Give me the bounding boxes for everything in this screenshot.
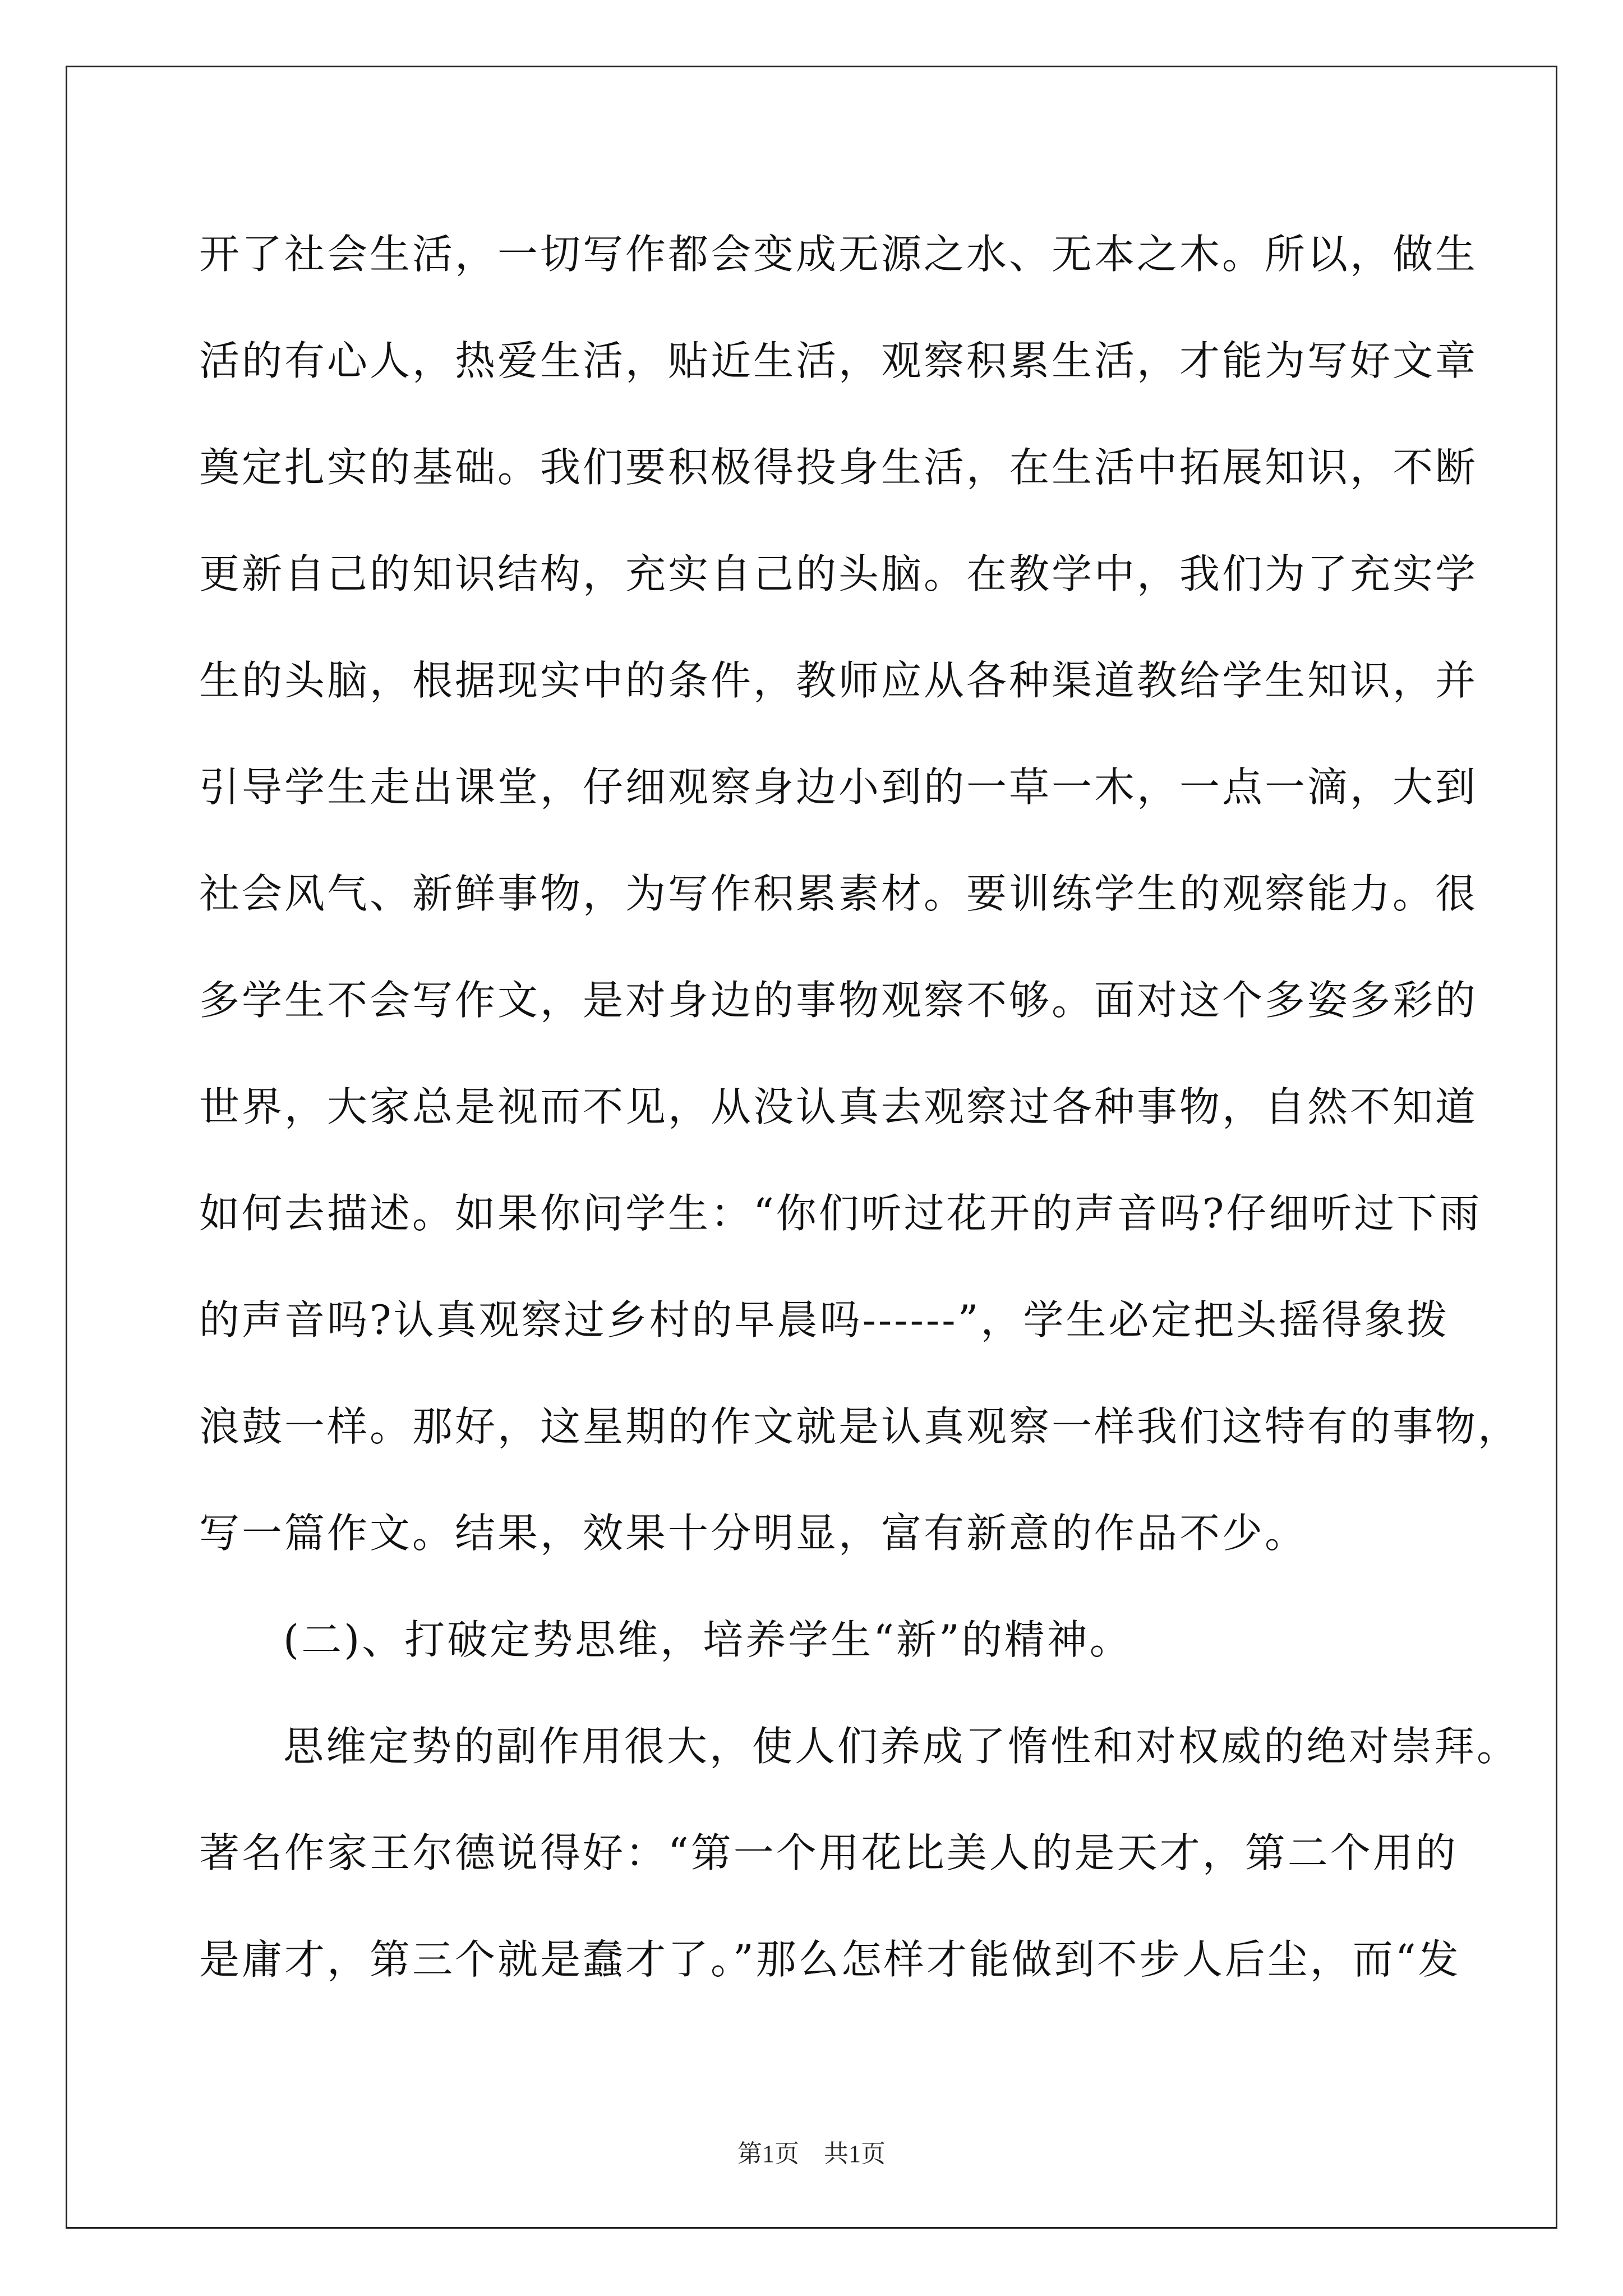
text-line: 社会风气、新鲜事物，为写作积累素材。要训练学生的观察能力。很: [199, 870, 1478, 917]
page-number: 第1页 共1页: [737, 2140, 886, 2168]
text-line: 思维定势的副作用很大，使人们养成了惰性和对权威的绝对崇拜。: [283, 1723, 1520, 1770]
text-line: 奠定扎实的基础。我们要积极得投身生活，在生活中拓展知识，不断: [199, 444, 1478, 491]
text-line: 世界，大家总是视而不见，从没认真去观察过各种事物，自然不知道: [199, 1083, 1478, 1130]
text-line: 如何去描述。如果你问学生：“你们听过花开的声音吗?仔细听过下雨: [199, 1190, 1482, 1237]
text-line: 更新自己的知识结构，充实自己的头脑。在教学中，我们为了充实学: [199, 550, 1478, 597]
text-line: 引导学生走出课堂，仔细观察身边小到的一草一木，一点一滴，大到: [199, 763, 1478, 811]
text-line: 写一篇作文。结果，效果十分明显，富有新意的作品不少。: [199, 1510, 1308, 1557]
text-line: 生的头脑，根据现实中的条件，教师应从各种渠道教给学生知识，并: [199, 657, 1478, 704]
text-line: 是庸才，第三个就是蠢才了。”那么怎样才能做到不步人后尘，而“发: [199, 1936, 1461, 1983]
text-line: 浪鼓一样。那好，这星期的作文就是认真观察一样我们这特有的事物，: [199, 1403, 1521, 1450]
text-line: 著名作家王尔德说得好：“第一个用花比美人的是天才，第二个用的: [199, 1829, 1458, 1876]
text-line: 开了社会生活，一切写作都会变成无源之水、无本之木。所以，做生: [199, 231, 1478, 278]
text-line: 活的有心人，热爱生活，贴近生活，观察积累生活，才能为写好文章: [199, 337, 1478, 384]
text-line: 的声音吗?认真观察过乡村的早晨吗------”，学生必定把头摇得象拨: [199, 1296, 1450, 1343]
text-line: 多学生不会写作文，是对身边的事物观察不够。面对这个多姿多彩的: [199, 977, 1478, 1024]
section-heading: (二)、打破定势思维，培养学生“新”的精神。: [283, 1616, 1132, 1663]
